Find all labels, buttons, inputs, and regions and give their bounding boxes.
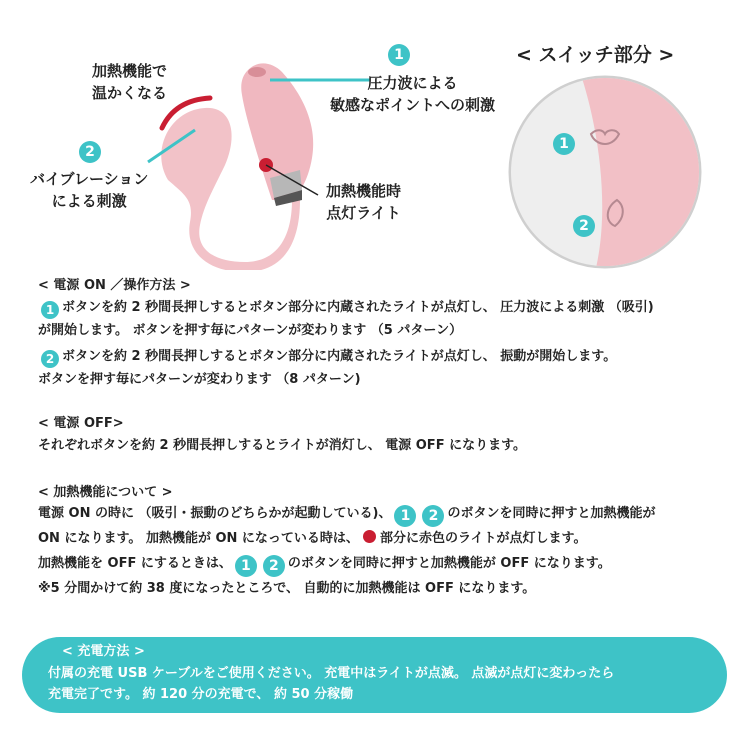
product-illustration: [0, 0, 500, 270]
light-label: 加熱機能時 点灯ライト: [326, 182, 402, 222]
heat-label: 加熱機能で 温かくなる: [92, 62, 168, 102]
power-on-line2a: 2 ボタンを約 2 秒間長押しするとボタン部分に内蔵されたライトが点灯し、 振動が開始します。: [38, 345, 616, 368]
power-on-line1a: 1 ボタンを約 2 秒間長押しするとボタン部分に内蔵されたライトが点灯し、 圧力波による刺激 （吸引): [38, 296, 654, 319]
power-on-line1b: が開始します。 ボタンを押す毎にパターンが変わります （5 パターン）: [38, 323, 463, 338]
red-light-dot-icon: [363, 530, 376, 543]
heating-badge-1b: 1: [235, 555, 257, 577]
power-on-badge-2: 2: [41, 350, 59, 368]
heating-line4: ※5 分間かけて約 38 度になったところで、 自動的に加熱機能は OFF になります。: [38, 581, 536, 596]
heating-line2: ON になります。 加熱機能が ON になっている時は、 部分に赤色のライトが点灯します。: [38, 531, 587, 546]
charging-panel: [22, 637, 727, 713]
power-off-line1: それぞれボタンを約 2 秒間長押しするとライトが消灯し、 電源 OFF になります。: [38, 438, 527, 453]
pressure-number-badge: 1: [388, 44, 410, 66]
power-on-badge-1: 1: [41, 301, 59, 319]
heating-line3: 加熱機能を OFF にするときは、 1 2 のボタンを同時に押すと加熱機能が OFF になります。: [38, 552, 611, 577]
charging-line1: 付属の充電 USB ケーブルをご使用ください。 充電中はライトが点滅。 点滅が点灯に変わったら: [48, 666, 615, 681]
switch-detail-circle: [505, 72, 705, 272]
suction-opening: [248, 67, 266, 77]
switch-title: < スイッチ部分 >: [516, 44, 675, 66]
vibe-number-badge: 2: [79, 141, 101, 163]
heating-badge-2b: 2: [263, 555, 285, 577]
heating-heading: < 加熱機能について >: [38, 485, 173, 500]
charging-heading: < 充電方法 >: [62, 644, 145, 659]
heating-line1: 電源 ON の時に （吸引・振動のどちらかが起動している)、 1 2 のボタンを同時に押すと加熱機能が: [38, 502, 655, 527]
pressure-label: 圧力波による 敏感なポイントへの刺激: [330, 74, 496, 114]
switch-badge-2: 2: [573, 215, 595, 237]
switch-badge-1: 1: [553, 133, 575, 155]
heating-badge-1: 1: [394, 505, 416, 527]
heating-badge-2: 2: [422, 505, 444, 527]
vibe-label: バイブレーション による刺激: [30, 170, 149, 210]
power-on-line2b: ボタンを押す毎にパターンが変わります （8 パターン): [38, 372, 361, 387]
charging-line2: 充電完了です。 約 120 分の充電で、 約 50 分稼働: [48, 687, 354, 702]
power-on-heading: < 電源 ON ／操作方法 >: [38, 278, 191, 293]
power-off-heading: < 電源 OFF>: [38, 416, 124, 431]
